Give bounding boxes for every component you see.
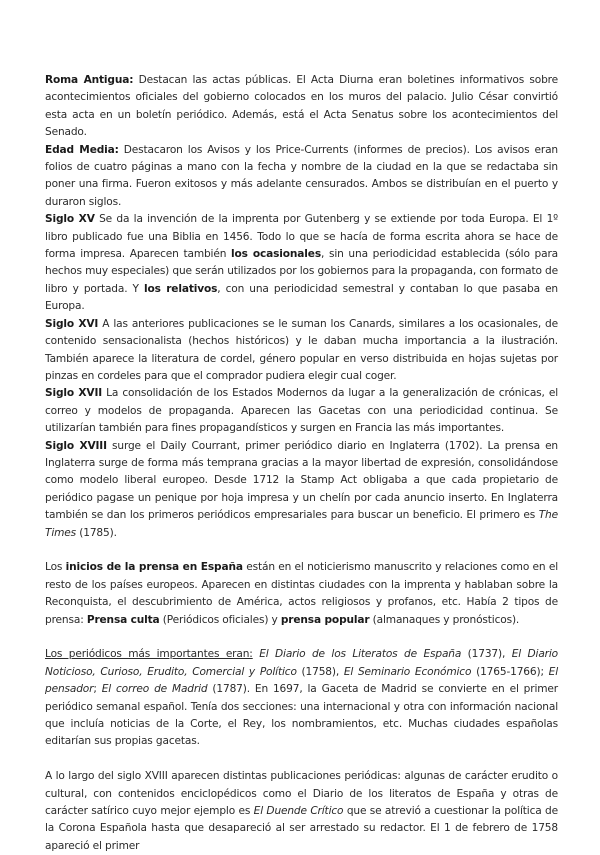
text-siglo-xviii-1: surge el Daily Courrant, primer periódico diario en Inglaterra (1702). La prensa en Inglaterra surge de forma más temprana gracias a la mayor libertad de expresión, consolidándose como modelo liberal europeo. Desde 1712 la Stamp Act obligaba a que cada propietario de periódico pagase un penique por hoja impresa y un chelín por cada anuncio inserto. En Inglaterra también se dan los primeros periódicos empresariales para buscar un beneficio. El primero es	[45, 439, 558, 522]
paragraph-periodicos-importantes	[45, 646, 558, 750]
title-the-times: The Times	[45, 509, 558, 539]
term-prensa-culta: Prensa culta	[86, 613, 160, 626]
text-espana-3: (Periódicos oficiales) y	[159, 613, 281, 626]
title-diario-literatos: El Diario de los Literatos de España	[259, 648, 462, 661]
paragraph-siglo-xvi	[45, 316, 558, 386]
text-periodicos-3: (1765-1766);	[471, 665, 549, 678]
paragraph-gap	[45, 542, 558, 559]
paragraph-siglo-xvii	[45, 385, 558, 437]
heading-edad-media: Edad Media:	[45, 143, 119, 156]
paragraph-roma-antigua	[45, 72, 558, 142]
paragraph-siglo-xviii	[45, 438, 558, 542]
title-el-pensador: El pensador	[45, 665, 558, 696]
title-correo-madrid: El correo de Madrid	[101, 683, 208, 696]
heading-siglo-xviii: Siglo XVIII	[45, 439, 107, 452]
text-publicaciones-1: A lo largo del siglo XVIII aparecen distintas publicaciones periódicas: algunas de carácter erudito o cultural, con contenidos enciclopédicos como el Diario de los literatos de España y otras de carácter satírico cuyo mejor ejemplo es	[45, 770, 558, 818]
text-roma-antigua: Destacan las actas públicas. El Acta Diurna eran boletines informativos sobre acontecimientos oficiales del gobierno colocados en los muros del palacio. Julio César convirtió esta acta en un boletín periódico. Además, está el Acta Senatus sobre los acontecimientos del Senado.	[45, 74, 558, 139]
term-inicios-prensa-espana: inicios de la prensa en España	[65, 561, 243, 574]
text-siglo-xvii: La consolidación de los Estados Modernos da lugar a la generalización de crónicas, el correo y modelos de propaganda. Aparecen las Gacetas con una periodicidad continua. Se utilizarían también para fines propagandísticos y surgen en Francia las más importantes.	[45, 387, 558, 435]
text-periodicos-2: (1758),	[296, 665, 344, 678]
title-diario-noticioso: El Diario Noticioso, Curioso, Erudito, Comercial y Político	[45, 648, 558, 678]
title-seminario-economico: El Seminario Económico	[343, 665, 472, 678]
heading-siglo-xvii: Siglo XVII	[45, 387, 103, 400]
heading-siglo-xvi: Siglo XVI	[45, 317, 99, 330]
text-periodicos-5: (1787). En 1697, la Gaceta de Madrid se convierte en el primer periódico semanal español. Tenía dos secciones: una internacional y otra con información nacional que incluía noticias de la Corte, el Rey, los nombramientos, etc. Muchas ciudades españolas editarían sus propias gacetas.	[45, 683, 558, 748]
text-siglo-xviii-2: (1785).	[76, 526, 117, 539]
text-siglo-xvi: A las anteriores publicaciones se le suman los Canards, similares a los ocasionales, de contenido sensacionalista (hechos históricos) y le daban mucha importancia a la ilustración. También aparece la literatura de cordel, género popular en verso distribuida en hojas sujetas por pinzas en cordeles para que el comprador pudiera elegir cual coger.	[45, 317, 559, 382]
heading-roma-antigua: Roma Antigua:	[45, 74, 134, 86]
heading-periodicos-importantes: Los periódicos más importantes eran:	[45, 648, 253, 661]
title-duende-critico: El Duende Crítico	[253, 805, 344, 818]
text-espana-1: Los	[45, 561, 66, 574]
text-publicaciones-2: que se atrevió a cuestionar la política de la Corona Española hasta que desapareció al ser arrestado su redactor. El 1 de febrero de 1758 apareció el primer	[45, 805, 558, 852]
paragraph-publicaciones-siglo-xviii	[45, 768, 558, 855]
term-los-ocasionales: los ocasionales	[231, 248, 321, 261]
term-los-relativos: los relativos	[144, 282, 218, 295]
paragraph-gap	[45, 751, 558, 768]
text-siglo-xv-2: , sin una periodicidad establecida (sólo para hechos muy especiales) que serán utilizados por los gobiernos para la propaganda, con formato de libro y portada. Y	[45, 248, 558, 295]
text-espana-2: están en el noticierismo manuscrito y relaciones como en el resto de los países europeos. Aparecen en distintas ciudades con la imprenta y hablaban sobre la Reconquista, el descubrimiento de América, actos religiosos y profanos, etc. Había 2 tipos de prensa:	[45, 561, 559, 626]
text-periodicos-1: (1737),	[461, 648, 512, 661]
text-espana-4: (almanaques y pronósticos).	[369, 613, 520, 626]
text-siglo-xv-3: , con una periodicidad semestral y contaban lo que pasaba en Europa.	[45, 282, 559, 313]
paragraph-edad-media	[45, 142, 558, 212]
text-edad-media: Destacaron los Avisos y los Price-Currents (informes de precios). Los avisos eran folios de cuatro páginas a mano con la fecha y nombre de la ciudad en la que se redactaba sin poner una firma. Fueron exitosos y más adelante censurados. Ambos se distribuían en el puerto y duraron siglos.	[45, 143, 558, 208]
term-prensa-popular: prensa popular	[280, 613, 370, 626]
heading-siglo-xv: Siglo XV	[45, 213, 95, 226]
paragraph-prensa-espana	[45, 559, 558, 629]
paragraph-gap	[45, 629, 558, 646]
text-periodicos-4: ;	[93, 683, 102, 696]
text-siglo-xv-1: Se da la invención de la imprenta por Gutenberg y se extiende por toda Europa. El 1º libro publicado fue una Biblia en 1456. Todo lo que se hacía de forma escrita ahora se hace de forma impresa. Aparecen también	[45, 213, 559, 261]
paragraph-siglo-xv	[45, 211, 558, 315]
